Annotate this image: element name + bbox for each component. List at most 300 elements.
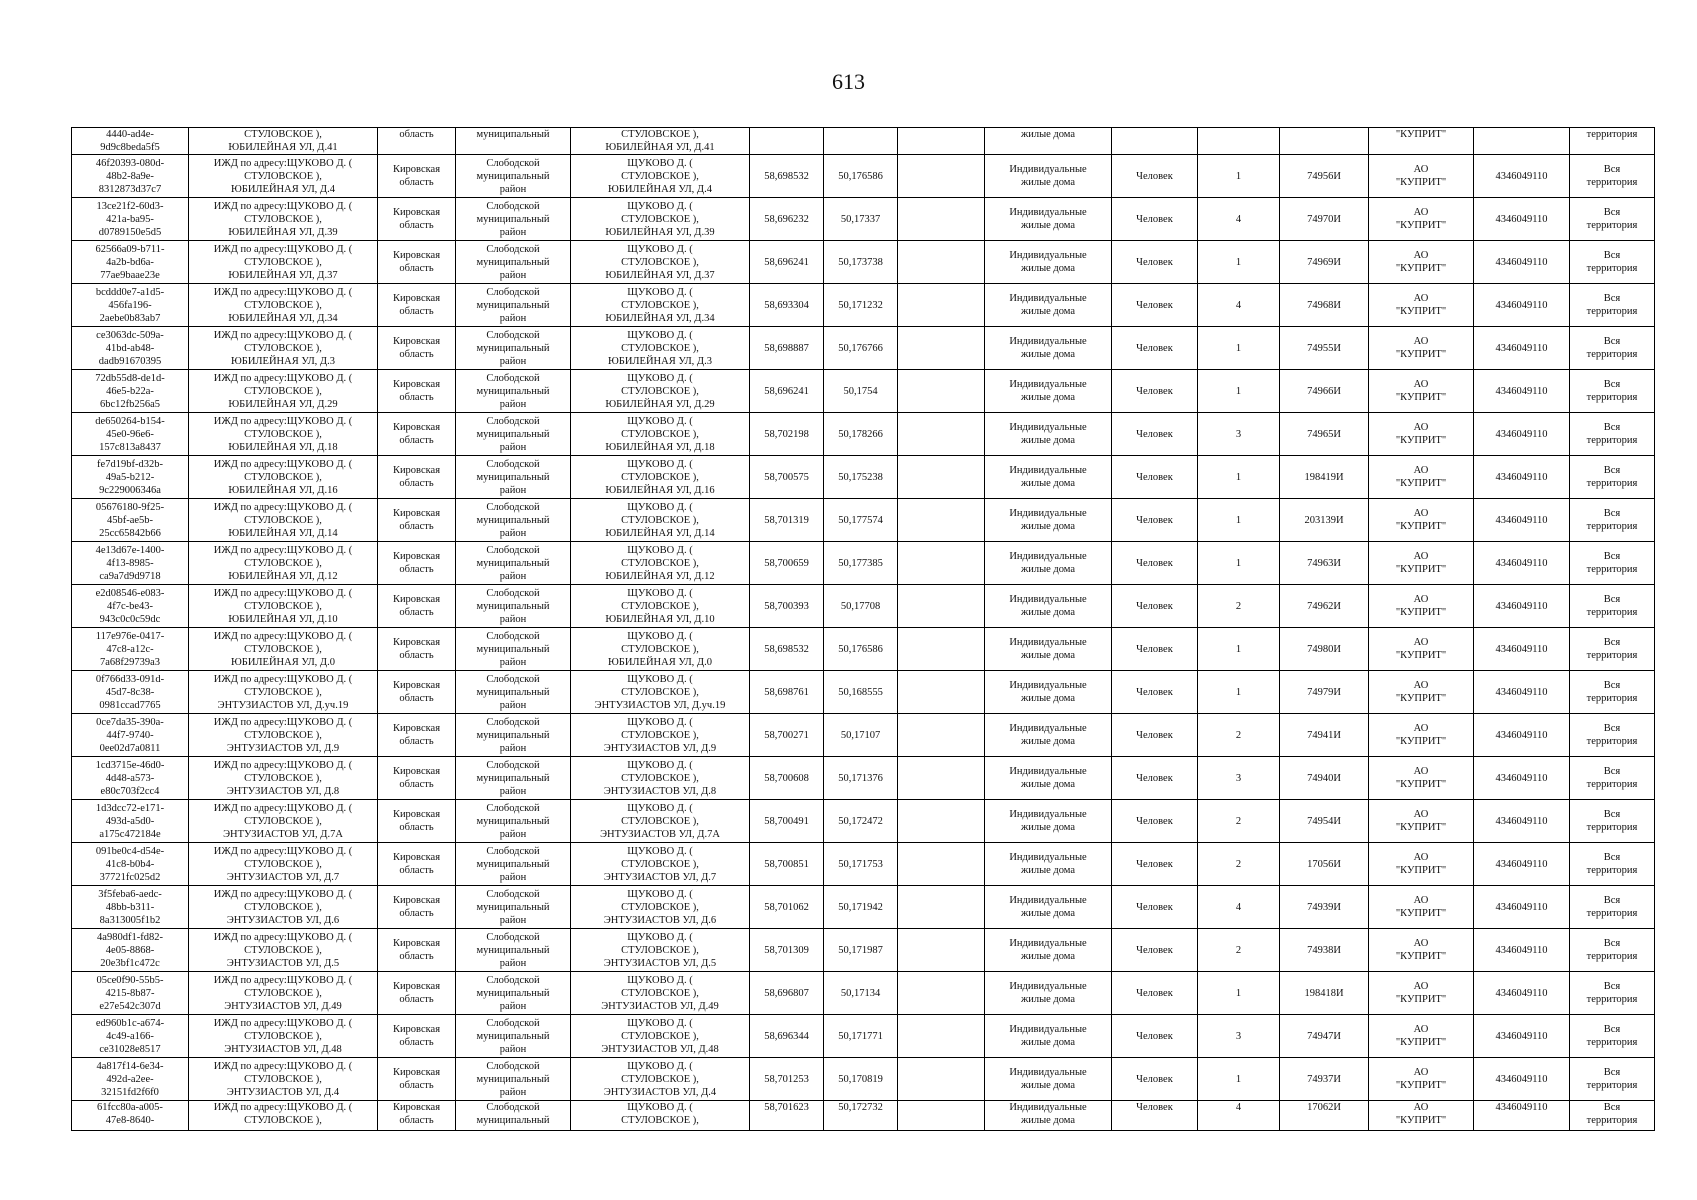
cell-empty — [898, 843, 985, 886]
cell-unit: Человек — [1112, 843, 1198, 886]
cell-empty — [898, 972, 985, 1015]
cell-inn: 4346049110 — [1474, 1101, 1570, 1131]
table-row — [72, 843, 1655, 886]
cell-latitude — [750, 128, 824, 155]
cell-region: Кировская область — [378, 757, 456, 800]
cell-district: Слободской муниципальный район — [456, 370, 571, 413]
cell-object-type: Индивидуальные жилые дома — [985, 714, 1112, 757]
cell-organization: АО "КУПРИТ" — [1369, 714, 1474, 757]
cell-territory: Вся территория — [1570, 284, 1655, 327]
cell-longitude: 50,177574 — [824, 499, 898, 542]
cell-district: Слободской муниципальный район — [456, 1015, 571, 1058]
cell-territory: Вся территория — [1570, 413, 1655, 456]
cell-object-id: 61fcc80a-a005- 47e8-8640- — [72, 1101, 189, 1131]
cell-unit: Человек — [1112, 327, 1198, 370]
cell-latitude: 58,696232 — [750, 198, 824, 241]
cell-object-type: Индивидуальные жилые дома — [985, 843, 1112, 886]
table-row — [72, 1015, 1655, 1058]
cell-empty — [898, 456, 985, 499]
cell-object-type: Индивидуальные жилые дома — [985, 327, 1112, 370]
cell-quantity: 3 — [1198, 1015, 1280, 1058]
cell-region: Кировская область — [378, 800, 456, 843]
cell-organization: АО "КУПРИТ" — [1369, 972, 1474, 1015]
cell-district: Слободской муниципальный район — [456, 585, 571, 628]
cell-address: ЩУКОВО Д. ( СТУЛОВСКОЕ ), ЮБИЛЕЙНАЯ УЛ, Д.12 — [571, 542, 750, 585]
table-row — [72, 370, 1655, 413]
cell-object-type: Индивидуальные жилые дома — [985, 198, 1112, 241]
cell-object-id: 05ce0f90-55b5- 4215-8b87- e27e542c307d — [72, 972, 189, 1015]
cell-empty — [898, 1058, 985, 1101]
cell-inn: 4346049110 — [1474, 886, 1570, 929]
page-number: 613 — [832, 69, 865, 94]
cell-object-name: ИЖД по адресу:ЩУКОВО Д. ( СТУЛОВСКОЕ ), ЮБИЛЕЙНАЯ УЛ, Д.39 — [189, 198, 378, 241]
cell-code: 74969И — [1280, 241, 1369, 284]
cell-territory: Вся территория — [1570, 1058, 1655, 1101]
cell-object-type: Индивидуальные жилые дома — [985, 155, 1112, 198]
cell-object-type: Индивидуальные жилые дома — [985, 585, 1112, 628]
cell-territory: Вся территория — [1570, 456, 1655, 499]
cell-district: Слободской муниципальный район — [456, 886, 571, 929]
cell-address: ЩУКОВО Д. ( СТУЛОВСКОЕ ), ЮБИЛЕЙНАЯ УЛ, Д.0 — [571, 628, 750, 671]
cell-address: ЩУКОВО Д. ( СТУЛОВСКОЕ ), ЮБИЛЕЙНАЯ УЛ, Д.18 — [571, 413, 750, 456]
cell-quantity: 2 — [1198, 843, 1280, 886]
cell-address: ЩУКОВО Д. ( СТУЛОВСКОЕ ), ЮБИЛЕЙНАЯ УЛ, Д.37 — [571, 241, 750, 284]
cell-inn: 4346049110 — [1474, 413, 1570, 456]
cell-object-type: жилые дома — [985, 128, 1112, 155]
cell-object-name: ИЖД по адресу:ЩУКОВО Д. ( СТУЛОВСКОЕ ), ЮБИЛЕЙНАЯ УЛ, Д.29 — [189, 370, 378, 413]
cell-district: Слободской муниципальный район — [456, 714, 571, 757]
table-row — [72, 886, 1655, 929]
cell-object-name: ИЖД по адресу:ЩУКОВО Д. ( СТУЛОВСКОЕ ), ЭНТУЗИАСТОВ УЛ, Д.4 — [189, 1058, 378, 1101]
cell-inn: 4346049110 — [1474, 843, 1570, 886]
cell-object-name: ИЖД по адресу:ЩУКОВО Д. ( СТУЛОВСКОЕ ), ЭНТУЗИАСТОВ УЛ, Д.9 — [189, 714, 378, 757]
cell-code: 74947И — [1280, 1015, 1369, 1058]
cell-district: Слободской муниципальный район — [456, 456, 571, 499]
cell-quantity: 1 — [1198, 456, 1280, 499]
cell-unit: Человек — [1112, 542, 1198, 585]
cell-latitude: 58,696241 — [750, 241, 824, 284]
cell-quantity: 1 — [1198, 155, 1280, 198]
table-row — [72, 327, 1655, 370]
cell-latitude: 58,696241 — [750, 370, 824, 413]
cell-region: Кировская область — [378, 585, 456, 628]
cell-object-id: 46f20393-080d- 48b2-8a9e- 8312873d37c7 — [72, 155, 189, 198]
cell-organization: АО "КУПРИТ" — [1369, 585, 1474, 628]
cell-latitude: 58,698761 — [750, 671, 824, 714]
cell-organization: АО "КУПРИТ" — [1369, 413, 1474, 456]
cell-object-name: ИЖД по адресу:ЩУКОВО Д. ( СТУЛОВСКОЕ ), ЮБИЛЕЙНАЯ УЛ, Д.4 — [189, 155, 378, 198]
cell-object-id: 4a980df1-fd82- 4e05-8868- 20e3bf1c472c — [72, 929, 189, 972]
cell-unit: Человек — [1112, 413, 1198, 456]
cell-organization: АО "КУПРИТ" — [1369, 1101, 1474, 1131]
cell-territory: Вся территория — [1570, 155, 1655, 198]
cell-unit: Человек — [1112, 456, 1198, 499]
cell-territory: Вся территория — [1570, 542, 1655, 585]
cell-latitude: 58,700271 — [750, 714, 824, 757]
cell-object-name: СТУЛОВСКОЕ ), ЮБИЛЕЙНАЯ УЛ, Д.41 — [189, 128, 378, 155]
cell-longitude: 50,176586 — [824, 628, 898, 671]
cell-longitude: 50,170819 — [824, 1058, 898, 1101]
cell-territory: Вся территория — [1570, 714, 1655, 757]
cell-latitude: 58,701253 — [750, 1058, 824, 1101]
cell-territory: Вся территория — [1570, 1015, 1655, 1058]
cell-region: Кировская область — [378, 843, 456, 886]
cell-latitude: 58,700851 — [750, 843, 824, 886]
cell-empty — [898, 757, 985, 800]
cell-district: Слободской муниципальный район — [456, 972, 571, 1015]
cell-inn: 4346049110 — [1474, 671, 1570, 714]
cell-latitude: 58,700491 — [750, 800, 824, 843]
cell-object-id: 4440-ad4e- 9d9c8beda5f5 — [72, 128, 189, 155]
cell-territory: Вся территория — [1570, 972, 1655, 1015]
cell-latitude: 58,701319 — [750, 499, 824, 542]
cell-longitude: 50,17107 — [824, 714, 898, 757]
cell-organization: АО "КУПРИТ" — [1369, 155, 1474, 198]
cell-unit: Человек — [1112, 929, 1198, 972]
cell-region: Кировская область — [378, 284, 456, 327]
cell-latitude: 58,702198 — [750, 413, 824, 456]
cell-district: Слободской муниципальный район — [456, 843, 571, 886]
cell-object-name: ИЖД по адресу:ЩУКОВО Д. ( СТУЛОВСКОЕ ), ЮБИЛЕЙНАЯ УЛ, Д.16 — [189, 456, 378, 499]
cell-longitude: 50,171987 — [824, 929, 898, 972]
cell-code: 74941И — [1280, 714, 1369, 757]
cell-inn: 4346049110 — [1474, 155, 1570, 198]
cell-inn — [1474, 128, 1570, 155]
table-row — [72, 1058, 1655, 1101]
cell-organization: АО "КУПРИТ" — [1369, 499, 1474, 542]
cell-quantity: 4 — [1198, 886, 1280, 929]
cell-object-type: Индивидуальные жилые дома — [985, 241, 1112, 284]
cell-empty — [898, 241, 985, 284]
cell-object-name: ИЖД по адресу:ЩУКОВО Д. ( СТУЛОВСКОЕ ), ЮБИЛЕЙНАЯ УЛ, Д.10 — [189, 585, 378, 628]
cell-longitude: 50,1754 — [824, 370, 898, 413]
cell-object-name: ИЖД по адресу:ЩУКОВО Д. ( СТУЛОВСКОЕ ), ЮБИЛЕЙНАЯ УЛ, Д.18 — [189, 413, 378, 456]
cell-object-name: ИЖД по адресу:ЩУКОВО Д. ( СТУЛОВСКОЕ ), ЮБИЛЕЙНАЯ УЛ, Д.3 — [189, 327, 378, 370]
cell-quantity: 1 — [1198, 972, 1280, 1015]
cell-quantity: 1 — [1198, 327, 1280, 370]
cell-longitude: 50,168555 — [824, 671, 898, 714]
cell-territory: Вся территория — [1570, 370, 1655, 413]
cell-empty — [898, 542, 985, 585]
table-row — [72, 628, 1655, 671]
cell-address: ЩУКОВО Д. ( СТУЛОВСКОЕ ), ЭНТУЗИАСТОВ УЛ, Д.7 — [571, 843, 750, 886]
cell-territory: Вся территория — [1570, 843, 1655, 886]
cell-quantity: 1 — [1198, 241, 1280, 284]
table-row — [72, 456, 1655, 499]
cell-region: Кировская область — [378, 972, 456, 1015]
cell-object-type: Индивидуальные жилые дома — [985, 1101, 1112, 1131]
cell-latitude: 58,701062 — [750, 886, 824, 929]
cell-region: Кировская область — [378, 886, 456, 929]
cell-unit: Человек — [1112, 1058, 1198, 1101]
cell-address: ЩУКОВО Д. ( СТУЛОВСКОЕ ), ЮБИЛЕЙНАЯ УЛ, Д.4 — [571, 155, 750, 198]
cell-code: 74954И — [1280, 800, 1369, 843]
cell-address: ЩУКОВО Д. ( СТУЛОВСКОЕ ), ЮБИЛЕЙНАЯ УЛ, Д.14 — [571, 499, 750, 542]
cell-quantity: 4 — [1198, 1101, 1280, 1131]
cell-object-name: ИЖД по адресу:ЩУКОВО Д. ( СТУЛОВСКОЕ ), ЭНТУЗИАСТОВ УЛ, Д.7 — [189, 843, 378, 886]
cell-object-name: ИЖД по адресу:ЩУКОВО Д. ( СТУЛОВСКОЕ ), ЮБИЛЕЙНАЯ УЛ, Д.12 — [189, 542, 378, 585]
cell-empty — [898, 198, 985, 241]
cell-inn: 4346049110 — [1474, 284, 1570, 327]
cell-code: 74980И — [1280, 628, 1369, 671]
cell-code: 74940И — [1280, 757, 1369, 800]
cell-inn: 4346049110 — [1474, 800, 1570, 843]
cell-region: Кировская область — [378, 370, 456, 413]
cell-inn: 4346049110 — [1474, 1058, 1570, 1101]
cell-quantity — [1198, 128, 1280, 155]
cell-district: муниципальный — [456, 128, 571, 155]
cell-code: 17062И — [1280, 1101, 1369, 1131]
cell-code: 17056И — [1280, 843, 1369, 886]
cell-unit: Человек — [1112, 370, 1198, 413]
cell-district: Слободской муниципальный район — [456, 628, 571, 671]
cell-latitude: 58,700575 — [750, 456, 824, 499]
cell-district: Слободской муниципальный район — [456, 929, 571, 972]
cell-longitude: 50,176586 — [824, 155, 898, 198]
cell-object-type: Индивидуальные жилые дома — [985, 370, 1112, 413]
cell-organization: АО "КУПРИТ" — [1369, 886, 1474, 929]
cell-latitude: 58,693304 — [750, 284, 824, 327]
cell-object-type: Индивидуальные жилые дома — [985, 1058, 1112, 1101]
cell-district: Слободской муниципальный район — [456, 413, 571, 456]
cell-district: Слободской муниципальный район — [456, 542, 571, 585]
cell-quantity: 4 — [1198, 284, 1280, 327]
cell-object-name: ИЖД по адресу:ЩУКОВО Д. ( СТУЛОВСКОЕ ), ЭНТУЗИАСТОВ УЛ, Д.уч.19 — [189, 671, 378, 714]
cell-quantity: 1 — [1198, 1058, 1280, 1101]
cell-address: ЩУКОВО Д. ( СТУЛОВСКОЕ ), ЭНТУЗИАСТОВ УЛ, Д.49 — [571, 972, 750, 1015]
cell-quantity: 3 — [1198, 413, 1280, 456]
cell-address: ЩУКОВО Д. ( СТУЛОВСКОЕ ), ЭНТУЗИАСТОВ УЛ, Д.7А — [571, 800, 750, 843]
table-row — [72, 241, 1655, 284]
cell-inn: 4346049110 — [1474, 628, 1570, 671]
cell-organization: АО "КУПРИТ" — [1369, 1015, 1474, 1058]
table-row — [72, 585, 1655, 628]
cell-organization: АО "КУПРИТ" — [1369, 757, 1474, 800]
cell-territory: Вся территория — [1570, 628, 1655, 671]
cell-longitude: 50,17708 — [824, 585, 898, 628]
cell-code — [1280, 128, 1369, 155]
cell-inn: 4346049110 — [1474, 456, 1570, 499]
cell-inn: 4346049110 — [1474, 198, 1570, 241]
cell-object-id: e2d08546-e083- 4f7c-be43- 943c0c0c59dc — [72, 585, 189, 628]
cell-organization: АО "КУПРИТ" — [1369, 327, 1474, 370]
cell-object-id: 0f766d33-091d- 45d7-8c38- 0981ccad7765 — [72, 671, 189, 714]
cell-district: Слободской муниципальный район — [456, 284, 571, 327]
cell-code: 74962И — [1280, 585, 1369, 628]
cell-object-type: Индивидуальные жилые дома — [985, 499, 1112, 542]
cell-object-type: Индивидуальные жилые дома — [985, 542, 1112, 585]
cell-object-type: Индивидуальные жилые дома — [985, 628, 1112, 671]
cell-object-id: 05676180-9f25- 45bf-ae5b- 25cc65842b66 — [72, 499, 189, 542]
cell-code: 74968И — [1280, 284, 1369, 327]
cell-code: 74979И — [1280, 671, 1369, 714]
cell-unit: Человек — [1112, 241, 1198, 284]
cell-code: 74955И — [1280, 327, 1369, 370]
cell-territory: Вся территория — [1570, 241, 1655, 284]
cell-inn: 4346049110 — [1474, 542, 1570, 585]
cell-code: 74939И — [1280, 886, 1369, 929]
cell-object-name: ИЖД по адресу:ЩУКОВО Д. ( СТУЛОВСКОЕ ), ЭНТУЗИАСТОВ УЛ, Д.7А — [189, 800, 378, 843]
cell-address: ЩУКОВО Д. ( СТУЛОВСКОЕ ), ЭНТУЗИАСТОВ УЛ, Д.48 — [571, 1015, 750, 1058]
cell-territory: Вся территория — [1570, 327, 1655, 370]
cell-quantity: 4 — [1198, 198, 1280, 241]
cell-address: СТУЛОВСКОЕ ), ЮБИЛЕЙНАЯ УЛ, Д.41 — [571, 128, 750, 155]
cell-object-id: 0ce7da35-390a- 44f7-9740- 0ee02d7a0811 — [72, 714, 189, 757]
cell-empty — [898, 929, 985, 972]
cell-empty — [898, 800, 985, 843]
cell-unit: Человек — [1112, 284, 1198, 327]
cell-unit: Человек — [1112, 1015, 1198, 1058]
cell-code: 198419И — [1280, 456, 1369, 499]
cell-object-id: fe7d19bf-d32b- 49a5-b212- 9c229006346a — [72, 456, 189, 499]
cell-region: Кировская область — [378, 1101, 456, 1131]
cell-object-id: 1cd3715e-46d0- 4d48-a573- e80c703f2cc4 — [72, 757, 189, 800]
cell-empty — [898, 671, 985, 714]
cell-empty — [898, 155, 985, 198]
cell-unit: Человек — [1112, 671, 1198, 714]
cell-code: 74966И — [1280, 370, 1369, 413]
cell-district: Слободской муниципальный район — [456, 198, 571, 241]
cell-region: Кировская область — [378, 542, 456, 585]
table-row — [72, 800, 1655, 843]
cell-quantity: 2 — [1198, 585, 1280, 628]
cell-longitude: 50,172472 — [824, 800, 898, 843]
cell-territory: Вся территория — [1570, 671, 1655, 714]
cell-object-type: Индивидуальные жилые дома — [985, 886, 1112, 929]
cell-code: 74938И — [1280, 929, 1369, 972]
cell-address: ЩУКОВО Д. ( СТУЛОВСКОЕ ), ЭНТУЗИАСТОВ УЛ, Д.5 — [571, 929, 750, 972]
cell-object-id: ce3063dc-509a- 41bd-ab48- dadb91670395 — [72, 327, 189, 370]
cell-object-name: ИЖД по адресу:ЩУКОВО Д. ( СТУЛОВСКОЕ ), ЮБИЛЕЙНАЯ УЛ, Д.0 — [189, 628, 378, 671]
objects-table — [71, 127, 1655, 1131]
cell-empty — [898, 128, 985, 155]
cell-region: Кировская область — [378, 413, 456, 456]
cell-longitude: 50,178266 — [824, 413, 898, 456]
cell-code: 74965И — [1280, 413, 1369, 456]
cell-empty — [898, 327, 985, 370]
cell-region: Кировская область — [378, 456, 456, 499]
cell-longitude: 50,171753 — [824, 843, 898, 886]
cell-unit: Человек — [1112, 714, 1198, 757]
cell-region: Кировская область — [378, 198, 456, 241]
cell-district: Слободской муниципальный район — [456, 1058, 571, 1101]
table-row — [72, 757, 1655, 800]
cell-latitude: 58,701309 — [750, 929, 824, 972]
cell-region: Кировская область — [378, 327, 456, 370]
cell-address: ЩУКОВО Д. ( СТУЛОВСКОЕ ), ЭНТУЗИАСТОВ УЛ, Д.6 — [571, 886, 750, 929]
cell-district: Слободской муниципальный — [456, 1101, 571, 1131]
cell-longitude — [824, 128, 898, 155]
cell-object-id: ed960b1c-a674- 4c49-a166- ce31028e8517 — [72, 1015, 189, 1058]
cell-unit: Человек — [1112, 1101, 1198, 1131]
cell-organization: АО "КУПРИТ" — [1369, 542, 1474, 585]
cell-inn: 4346049110 — [1474, 241, 1570, 284]
cell-latitude: 58,696344 — [750, 1015, 824, 1058]
cell-unit: Человек — [1112, 886, 1198, 929]
table-body — [72, 128, 1655, 1131]
cell-address: ЩУКОВО Д. ( СТУЛОВСКОЕ ), ЮБИЛЕЙНАЯ УЛ, Д.34 — [571, 284, 750, 327]
cell-latitude: 58,698532 — [750, 155, 824, 198]
cell-quantity: 2 — [1198, 800, 1280, 843]
cell-object-id: de650264-b154- 45e0-96e6- 157c813a8437 — [72, 413, 189, 456]
cell-address: ЩУКОВО Д. ( СТУЛОВСКОЕ ), ЮБИЛЕЙНАЯ УЛ, Д.39 — [571, 198, 750, 241]
cell-latitude: 58,700608 — [750, 757, 824, 800]
cell-object-id: bcddd0e7-a1d5- 456fa196- 2aebe0b83ab7 — [72, 284, 189, 327]
cell-territory: Вся территория — [1570, 198, 1655, 241]
cell-object-type: Индивидуальные жилые дома — [985, 413, 1112, 456]
cell-longitude: 50,171232 — [824, 284, 898, 327]
cell-unit: Человек — [1112, 972, 1198, 1015]
cell-quantity: 1 — [1198, 628, 1280, 671]
cell-code: 203139И — [1280, 499, 1369, 542]
table-row — [72, 542, 1655, 585]
cell-territory: Вся территория — [1570, 1101, 1655, 1131]
cell-quantity: 1 — [1198, 370, 1280, 413]
cell-latitude: 58,698887 — [750, 327, 824, 370]
cell-region: Кировская область — [378, 671, 456, 714]
cell-object-id: 1d3dcc72-e171- 493d-a5d0- a175c472184e — [72, 800, 189, 843]
table-row — [72, 1101, 1655, 1131]
cell-organization: АО "КУПРИТ" — [1369, 929, 1474, 972]
cell-address: ЩУКОВО Д. ( СТУЛОВСКОЕ ), ЭНТУЗИАСТОВ УЛ, Д.8 — [571, 757, 750, 800]
cell-territory: Вся территория — [1570, 499, 1655, 542]
cell-empty — [898, 714, 985, 757]
cell-empty — [898, 370, 985, 413]
cell-empty — [898, 499, 985, 542]
cell-latitude: 58,698532 — [750, 628, 824, 671]
cell-object-type: Индивидуальные жилые дома — [985, 929, 1112, 972]
cell-code: 198418И — [1280, 972, 1369, 1015]
cell-region: Кировская область — [378, 1015, 456, 1058]
cell-longitude: 50,171771 — [824, 1015, 898, 1058]
cell-longitude: 50,17134 — [824, 972, 898, 1015]
cell-object-id: 62566a09-b711- 4a2b-bd6a- 77ae9baae23e — [72, 241, 189, 284]
cell-organization: АО "КУПРИТ" — [1369, 198, 1474, 241]
cell-unit: Человек — [1112, 198, 1198, 241]
cell-longitude: 50,176766 — [824, 327, 898, 370]
cell-object-type: Индивидуальные жилые дома — [985, 972, 1112, 1015]
cell-object-type: Индивидуальные жилые дома — [985, 671, 1112, 714]
cell-empty — [898, 585, 985, 628]
cell-district: Слободской муниципальный район — [456, 241, 571, 284]
cell-organization: "КУПРИТ" — [1369, 128, 1474, 155]
cell-object-name: ИЖД по адресу:ЩУКОВО Д. ( СТУЛОВСКОЕ ), ЮБИЛЕЙНАЯ УЛ, Д.14 — [189, 499, 378, 542]
cell-address: ЩУКОВО Д. ( СТУЛОВСКОЕ ), ЭНТУЗИАСТОВ УЛ, Д.4 — [571, 1058, 750, 1101]
cell-inn: 4346049110 — [1474, 499, 1570, 542]
cell-longitude: 50,171376 — [824, 757, 898, 800]
cell-region: Кировская область — [378, 929, 456, 972]
cell-region: Кировская область — [378, 714, 456, 757]
cell-unit: Человек — [1112, 499, 1198, 542]
cell-object-name: ИЖД по адресу:ЩУКОВО Д. ( СТУЛОВСКОЕ ), ЭНТУЗИАСТОВ УЛ, Д.8 — [189, 757, 378, 800]
cell-territory: Вся территория — [1570, 800, 1655, 843]
cell-quantity: 1 — [1198, 671, 1280, 714]
cell-object-name: ИЖД по адресу:ЩУКОВО Д. ( СТУЛОВСКОЕ ), ЭНТУЗИАСТОВ УЛ, Д.49 — [189, 972, 378, 1015]
cell-object-id: 72db55d8-de1d- 46e5-b22a- 6bc12fb256a5 — [72, 370, 189, 413]
cell-organization: АО "КУПРИТ" — [1369, 241, 1474, 284]
cell-code: 74956И — [1280, 155, 1369, 198]
cell-object-name: ИЖД по адресу:ЩУКОВО Д. ( СТУЛОВСКОЕ ), ЭНТУЗИАСТОВ УЛ, Д.5 — [189, 929, 378, 972]
cell-object-name: ИЖД по адресу:ЩУКОВО Д. ( СТУЛОВСКОЕ ), ЮБИЛЕЙНАЯ УЛ, Д.37 — [189, 241, 378, 284]
cell-address: ЩУКОВО Д. ( СТУЛОВСКОЕ ), ЮБИЛЕЙНАЯ УЛ, Д.16 — [571, 456, 750, 499]
cell-inn: 4346049110 — [1474, 929, 1570, 972]
cell-quantity: 2 — [1198, 714, 1280, 757]
cell-inn: 4346049110 — [1474, 757, 1570, 800]
cell-longitude: 50,172732 — [824, 1101, 898, 1131]
cell-district: Слободской муниципальный район — [456, 155, 571, 198]
cell-latitude: 58,700393 — [750, 585, 824, 628]
cell-organization: АО "КУПРИТ" — [1369, 628, 1474, 671]
